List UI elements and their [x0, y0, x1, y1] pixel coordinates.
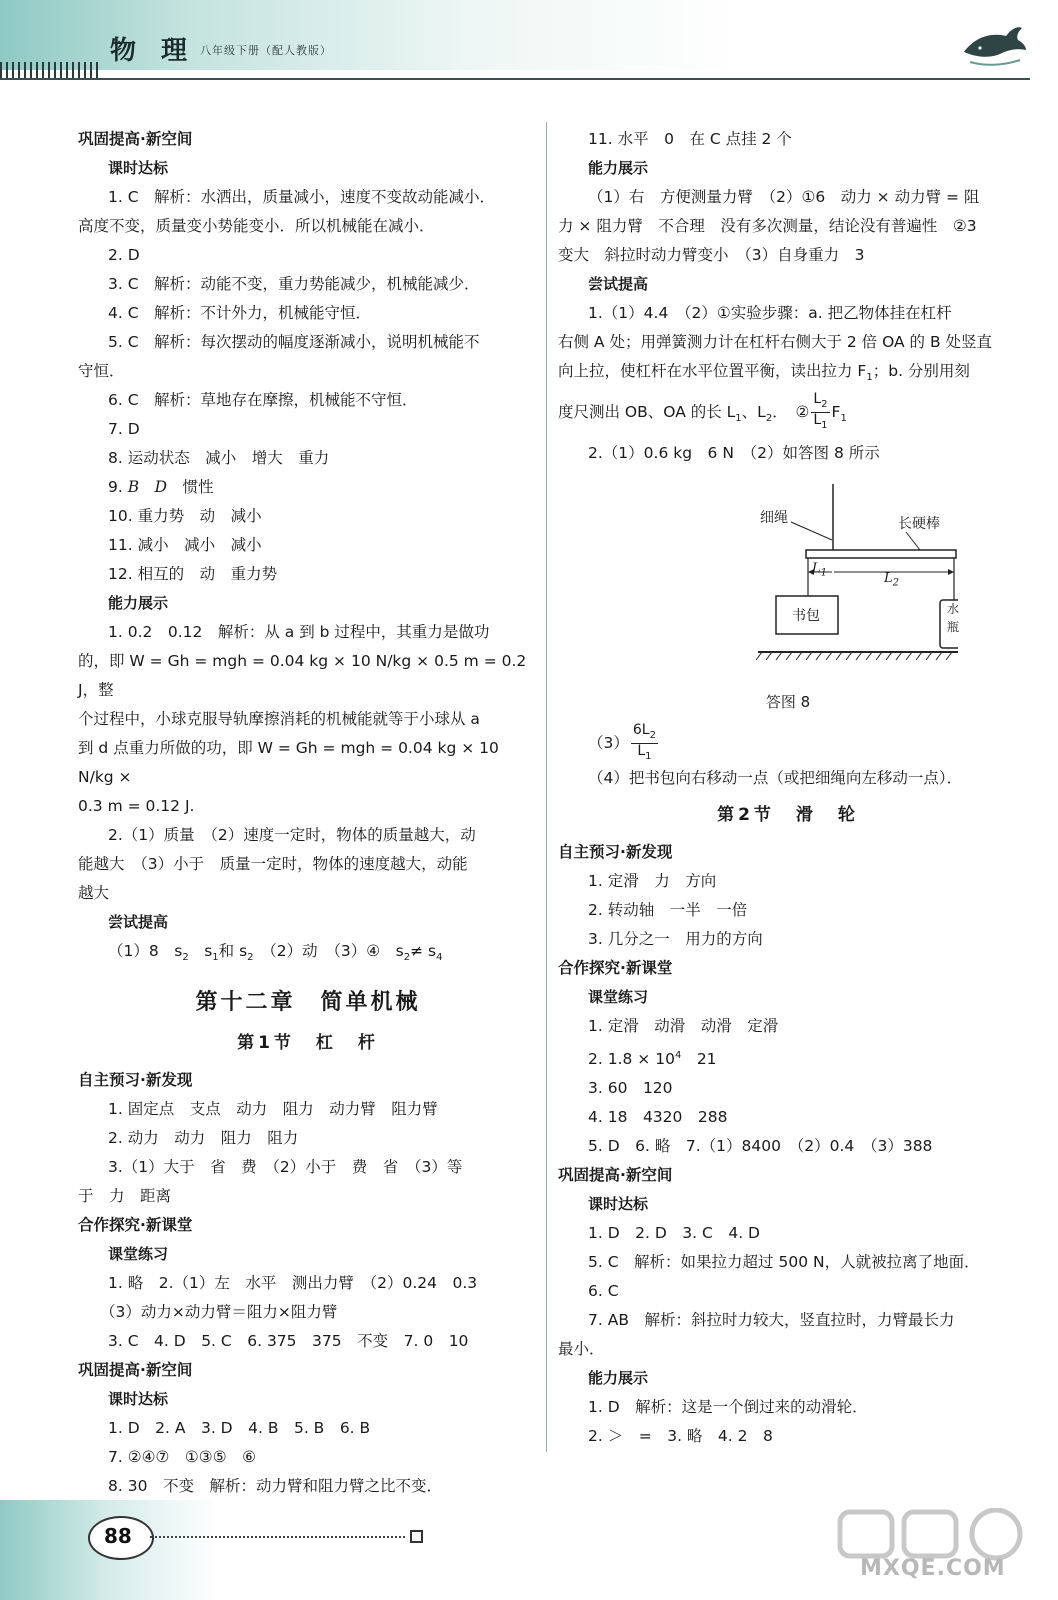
column-divider: [546, 122, 547, 1452]
footer-dotted-rule: [150, 1536, 405, 1540]
answer-line: （3）动力×动力臂＝阻力×阻力臂: [100, 1303, 338, 1322]
answer-line: 7. ②④⑦ ①③⑤ ⑥: [108, 1448, 256, 1467]
subject-title: 物 理: [110, 36, 196, 66]
answer-line: 2. 动力 动力 阻力 阻力: [108, 1129, 299, 1148]
L1-label: $L_1$: [812, 561, 828, 579]
rope-leader: [791, 522, 832, 540]
answer-line: 能越大 （3）小于 质量一定时，物体的速度越大，动能: [78, 855, 468, 873]
answer-line: 守恒．: [78, 362, 125, 380]
answer-line: 5. C 解析：每次摆动的幅度逐渐减小，说明机械能不: [108, 333, 480, 351]
section-heading: 巩固提高·新空间: [558, 1166, 673, 1185]
fraction: $\frac{6L_2}{L_1}$: [632, 722, 656, 762]
header-rule: [0, 78, 1030, 80]
answer-line: 1.（1）4.4 （2）①实验步骤：a. 把乙物体挂在杠杆: [588, 304, 952, 322]
subsection-heading: 课堂练习: [588, 987, 649, 1006]
rod-label: 长硬棒: [898, 516, 940, 533]
answer-line: 8. 30 不变 解析：动力臂和阻力臂之比不变．: [108, 1477, 442, 1496]
section-heading: 自主预习·新发现: [78, 1071, 193, 1090]
answer-line: 1. D 2. D 3. C 4. D: [588, 1224, 760, 1243]
left-column: [78, 125, 538, 1530]
rope-label: 细绳: [760, 510, 788, 527]
subsection-heading: 课时达标: [108, 159, 169, 177]
subsection-heading: 能力展示: [588, 1369, 649, 1388]
answer-line: 3.（1）大于 省 费 （2）小于 费 省 （3）等: [108, 1158, 463, 1177]
L2-label: $L_2$: [884, 571, 900, 589]
answer-line: 12. 相互的 动 重力势: [108, 565, 278, 583]
answer-line: 11. 水平 0 在 C 点挂 2 个: [588, 130, 792, 148]
answer-line: 越大: [78, 884, 110, 902]
answer-line: 最小．: [558, 1340, 605, 1359]
answer-line: 3. C 解析：动能不变，重力势能减少，机械能减少．: [108, 275, 480, 293]
bottle-label: 水 瓶: [947, 602, 960, 635]
answer-line: 到 d 点重力所做的功，即 W = Gh = mgh = 0.04 kg × 10 N/kg ×: [78, 739, 499, 786]
footer-square-icon: [410, 1530, 423, 1543]
answer-line: 2.（1）0.6 kg 6 N （2）如答图 8 所示: [588, 444, 880, 463]
grade-label: 八年级下册（配人教版）: [200, 44, 332, 57]
answer-line: 力 × 阻力臂 不合理 没有多次测量，结论没有普遍性 ②3: [558, 217, 977, 235]
figure-caption: 答图 8: [765, 693, 811, 712]
header-ticks: [0, 62, 100, 78]
L2-arrowhead: [948, 569, 954, 575]
watermark-text: MXQE.COM: [860, 1556, 1006, 1581]
fraction: $\frac{L_2}{L_1}$: [813, 391, 828, 431]
page-header: [0, 0, 1058, 92]
section-heading: 合作探究·新课堂: [78, 1216, 193, 1235]
answer-line: 7. D: [108, 420, 140, 438]
answer-line: 于 力 距离: [78, 1187, 172, 1206]
answer-line: 高度不变，质量变小势能变小．所以机械能在减小．: [78, 217, 435, 235]
answer-line: 9. B D 惯性: [108, 478, 214, 496]
lever-diagram: [658, 474, 958, 684]
answer-line: 1. C 解析：水洒出，质量减小，速度不变故动能减小．: [108, 188, 496, 206]
answer-line: 1. 定滑 力 方向: [588, 871, 717, 890]
answer-line: 1. 定滑 动滑 动滑 定滑: [588, 1016, 779, 1035]
answer-line: 6. C: [588, 1282, 619, 1301]
subsection-heading: 能力展示: [588, 159, 649, 177]
subsection-heading: 尝试提高: [588, 275, 649, 293]
rod: [806, 550, 956, 558]
answer-line: 3. C 4. D 5. C 6. 375 375 不变 7. 0 10: [108, 1332, 469, 1351]
section-heading: 合作探究·新课堂: [558, 958, 673, 977]
answer-line: 1. 略 2.（1）左 水平 测出力臂 （2）0.24 0.3: [108, 1274, 478, 1293]
answer-line: 度尺测出 OB、OA 的长 $L_1$、$L_2$． ② $\frac{L_2}{L_1}$ $F_1$: [558, 391, 847, 431]
answer-line: 2. $1.8 \times 10^4$ 21: [588, 1049, 717, 1069]
section-heading: 巩固提高·新空间: [78, 130, 193, 148]
right-column: [558, 125, 1018, 1451]
lesson-title: 第1节 杠 杆: [237, 1033, 379, 1054]
answer-line: （4）把书包向右移动一点（或把细绳向左移动一点）．: [588, 768, 963, 787]
lever-diagram-svg: [658, 474, 958, 684]
subsection-heading: 尝试提高: [108, 913, 169, 931]
subsection-heading: 课时达标: [108, 1390, 169, 1409]
answer-line: 1. D 解析：这是一个倒过来的动滑轮．: [588, 1398, 868, 1417]
answer-line: 4. C 解析：不计外力，机械能守恒．: [108, 304, 372, 322]
answer-line: （3） $\frac{6L_2}{L_1}$: [588, 722, 656, 762]
answer-line: 1. 0.2 0.12 解析：从 a 到 b 过程中，其重力是做功: [108, 623, 490, 641]
answer-line: 2.（1）质量 （2）速度一定时，物体的质量越大，动: [108, 826, 476, 844]
ground-hatch: [756, 652, 952, 660]
subsection-heading: 能力展示: [108, 594, 169, 612]
answer-line: 0.3 m = 0.12 J.: [78, 797, 195, 815]
answer-line: 8. 运动状态 减小 增大 重力: [108, 449, 330, 467]
answer-line: （1）右 方便测量力臂 （2）①6 动力 × 动力臂 = 阻: [588, 188, 980, 206]
answer-line: 1. D 2. A 3. D 4. B 5. B 6. B: [108, 1419, 371, 1438]
answer-line: 10. 重力势 动 减小: [108, 507, 262, 525]
answer-line: 2. 转动轴 一半 一倍: [588, 900, 748, 919]
dolphin-logo-icon: [960, 18, 1030, 70]
answer-line: 个过程中，小球克服导轨摩擦消耗的机械能就等于小球从 a: [78, 710, 480, 728]
answer-line: 2. D: [108, 246, 140, 264]
page-number: 88: [104, 1524, 132, 1548]
answer-line: 3. 60 120: [588, 1079, 673, 1098]
answer-line: 4. 18 4320 288: [588, 1108, 728, 1127]
answer-line: 的，即 W = Gh = mgh = 0.04 kg × 10 N/kg × 0.5 m = 0.2 J，整: [78, 652, 527, 699]
answer-line: 右侧 A 处；用弹簧测力计在杠杆右侧大于 2 倍 OA 的 B 处竖直: [558, 333, 993, 351]
subsection-heading: 课堂练习: [108, 1245, 169, 1264]
bag-label: 书包: [792, 608, 820, 625]
answer-line: 变大 斜拉时动力臂变小 （3）自身重力 3: [558, 246, 865, 264]
answer-line: 5. C 解析：如果拉力超过 500 N，人就被拉离了地面．: [588, 1253, 980, 1272]
section-heading: 巩固提高·新空间: [78, 1361, 193, 1380]
answer-line: 向上拉，使杠杆在水平位置平衡，读出拉力 $F_1$；b. 分别用刻: [558, 362, 970, 384]
answer-line: 3. 几分之一 用力的方向: [588, 929, 763, 948]
answer-line: 7. AB 解析：斜拉时力较大，竖直拉时，力臂最长力: [588, 1311, 955, 1330]
section-heading: 自主预习·新发现: [558, 842, 673, 861]
answer-line: （1）8 $s_2$ $s_1$和 $s_2$ （2）动 （3）④ $s_2\ne s_4$: [108, 942, 443, 964]
answer-line: 6. C 解析：草地存在摩擦，机械能不守恒．: [108, 391, 418, 409]
answer-line: 1. 固定点 支点 动力 阻力 动力臂 阻力臂: [108, 1100, 438, 1119]
answer-line: 2. ＞ = 3. 略 4. 2 8: [588, 1427, 773, 1446]
chapter-title: 第十二章 简单机械: [195, 989, 421, 1016]
subsection-heading: 课时达标: [588, 1195, 649, 1214]
answer-line: 11. 减小 减小 减小: [108, 536, 262, 554]
answer-line: 5. D 6. 略 7.（1）8400 （2）0.4 （3）388: [588, 1137, 933, 1156]
lesson-title: 第2节 滑 轮: [717, 804, 859, 825]
